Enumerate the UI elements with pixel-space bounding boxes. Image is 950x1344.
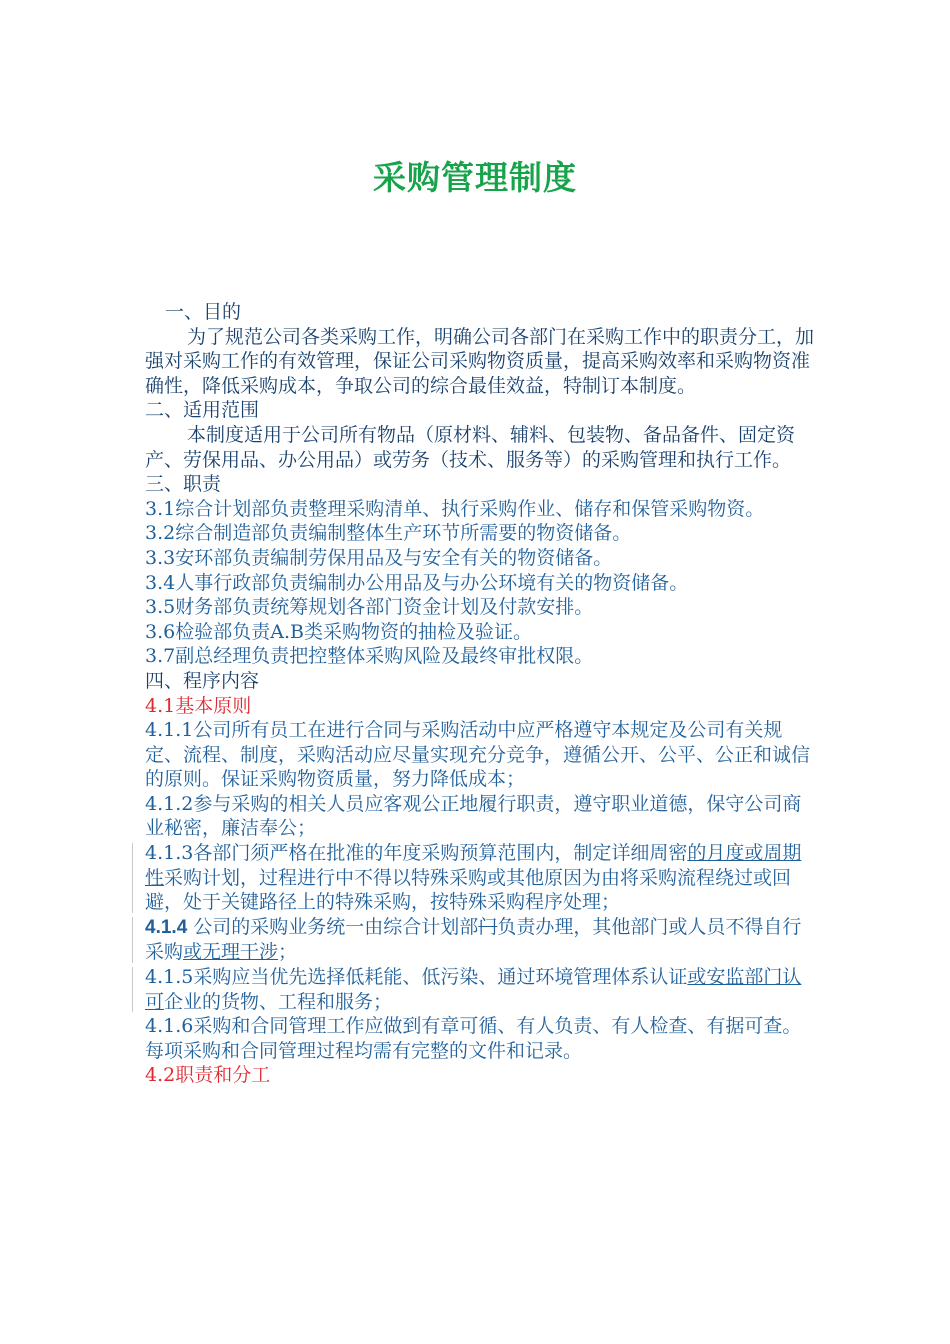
responsibility-item: 3.2综合制造部负责编制整体生产环节所需要的物资储备。	[145, 522, 632, 545]
clause-4-1-4	[145, 915, 815, 965]
responsibility-item: 3.4人事行政部负责编制办公用品及与办公环境有关的物资储备。	[145, 571, 689, 594]
section-heading-responsibilities: 三、职责	[145, 473, 222, 496]
responsibility-item: 3.5财务部负责统筹规划各部门资金计划及付款安排。	[145, 596, 594, 619]
clause-4-1-4-text-c: ；	[278, 941, 298, 964]
responsibility-item: 3.1综合计划部负责整理采购清单、执行采购作业、储存和保管采购物资。	[145, 497, 765, 520]
revision-bar	[132, 917, 133, 963]
section-heading-procedure: 四、程序内容	[145, 669, 260, 692]
subsection-heading-duties: 4.2职责和分工	[145, 1064, 271, 1087]
clause-4-1-5-text-a: 4.1.5采购应当优先选择低耗能、低污染、通过环境管理体系认证	[145, 966, 688, 989]
subsection-heading-principles: 4.1基本原则	[145, 694, 252, 717]
revision-bar	[132, 843, 133, 913]
section-heading-purpose: 一、目的	[165, 301, 242, 323]
document-title: 采购管理制度	[373, 158, 577, 197]
revision-bar	[132, 967, 133, 1012]
inserted-text: 的月度或周期性	[145, 842, 802, 889]
clause-4-1-3-text-b: 采购计划，过程进行中不得以特殊采购或其他原因为由将采购流程绕过或回避，处于关键路径上的特殊采购，按特殊采购程序处理；	[145, 866, 792, 914]
inserted-text: 或安监部门认可	[145, 966, 802, 1013]
responsibility-item: 3.3安环部负责编制劳保用品及与安全有关的物资储备。	[145, 546, 613, 569]
responsibility-item: 3.7副总经理负责把控整体采购风险及最终审批权限。	[145, 645, 594, 668]
clause-4-1-5-text-b: 企业的货物、工程和服务；	[164, 990, 393, 1013]
document-body	[145, 300, 815, 1088]
responsibility-item: 3.6检验部负责A.B类采购物资的抽检及验证。	[145, 620, 532, 643]
clause-4-1-4-text-a: 公司的采购业务统一由综合计划部	[187, 915, 479, 938]
scope-paragraph: 本制度适用于公司所有物品（原材料、辅料、包装物、备品备件、固定资产、劳保用品、办公用品）或劳务（技术、服务等）的采购管理和执行工作。	[145, 423, 796, 471]
clause-4-1-2: 4.1.2参与采购的相关人员应客观公正地履行职责，遵守职业道德，保守公司商业秘密，廉洁奉公；	[145, 792, 802, 840]
clause-4-1-1: 4.1.1公司所有员工在进行合同与采购活动中应严格遵守本规定及公司有关规定、流程、制度，采购活动应尽量实现充分竞争，遵循公开、公平、公正和诚信的原则。保证采购物资质量，努力降低成本；	[145, 719, 811, 791]
clause-4-1-3-text-a: 4.1.3各部门须严格在批准的年度采购预算范围内，制定详细周密	[145, 842, 688, 865]
clause-4-1-4-number: 4.1.4	[145, 916, 188, 938]
clause-4-1-6: 4.1.6采购和合同管理工作应做到有章可循、有人负责、有人检查、有据可查。每项采购和合同管理过程均需有完整的文件和记录。	[145, 1015, 802, 1062]
clause-4-1-3	[145, 841, 815, 915]
clause-4-1-4-text-b: 负责办理，其他部门或人员不得自行采购	[145, 915, 802, 964]
clause-4-1-5	[145, 965, 815, 1014]
section-heading-scope: 二、适用范围	[145, 399, 260, 422]
inserted-text: 或无理干涉	[183, 941, 279, 964]
deleted-text: 门	[478, 915, 498, 938]
purpose-paragraph: 为了规范公司各类采购工作，明确公司各部门在采购工作中的职责分工，加强对采购工作的有效管理，保证公司采购物资质量，提高采购效率和采购物资准确性，降低采购成本，争取公司的综合最佳效益，特制订本制度。	[145, 325, 815, 397]
